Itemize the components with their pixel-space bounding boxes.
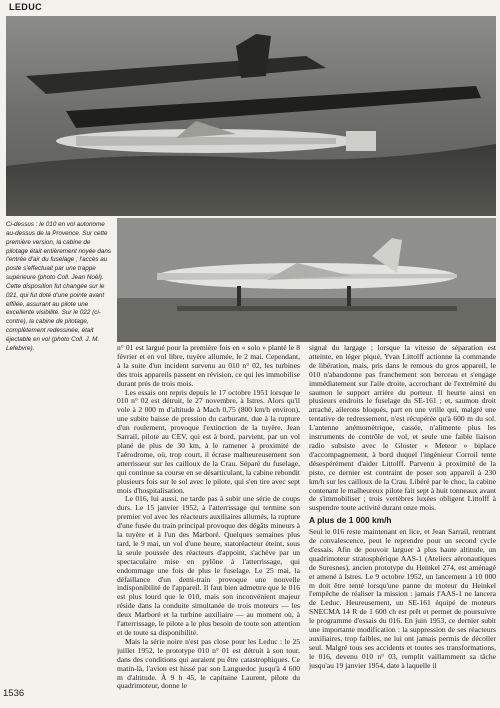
- paragraph: signal du largage ; lorsque la vitesse de séparation est atteinte, en léger piqué, Yvan Littolff actionne la commande de libération, mais, pris dans le remous du gros appareil, le 010 n'abandonne pas franchement son berceau et s'engage immédiatement sur l'aile droite, accrochant de l'extrémité du saumon le support arrière du porteur. Il heurte ainsi en plusieurs endroits le fuselage du SE-161 ; et, saumon droit arraché, ailerons bloqués, part en une vrille qui, malgré une tentative de redressement, n'est récupérée qu'à 600 m du sol. L'antenne anémométrique, cassée, n'alimente plus les instruments de contrôle de vol, et seule une faible liaison radio subsiste avec le Gloster « Meteor » biplace d'accompagnement, à bord duquel l'ingénieur Corroil tente désespérément d'aider Littolff. Parvenu à proximité de la piste, ce dernier est contraint de poser son appareil à 230 km/h sur les cailloux de la Crau. Libéré par le choc, la cabine contenant le malheureux pilote fait sept à huit tonneaux avant de s'immobiliser ; trois vertèbres luxées obligent Littolff à suspendre toute activité durant onze mois.: [309, 344, 496, 513]
- text-column-left: [117, 344, 300, 696]
- paragraph: Seul le 016 reste maintenant en lice, et Jean Sarrail, rentrant de convalescence, peut le reprendre pour un second cycle d'essais. Afin de pouvoir larguer à plus haute altitude, un quadrimoteur stratosphérique AAS-1 (Ateliers aéronautiques de Suresnes), ancien prototype du Heinkel 274, est aménagé et amené à Istres. Le 9 octobre 1952, un lancement à 10 000 m doit être tenté lorsqu'une panne du moteur du Heinkel l'empêche de réaliser la mission : jamais l'AAS-1 ne lancera de Leduc. Heureusement, un SE-161 équipé de moteurs SNECMA 14 R de 1 600 ch est prêt et permet de poursuivre le programme d'essais du 016. En juin 1953, ce dernier subit une importante modification : la suppression de ses réacteurs auxiliaires, trop faibles, ne lui ont jamais permis de décoller seul. Malgré tous ses accidents et toutes ses transformations, le 016, devenu 010 n° 03, remplit vaillamment sa tâche jusqu'au 19 janvier 1954, date à laquelle il: [309, 527, 496, 670]
- paragraph: n° 01 est largué pour la première fois en « solo » planté le 8 février et en vol libre, tuyère allumée, le 2 mai. Cependant, à la suite d'un incident survenu au 010 n° 02, les turbines des trois appareils passent en révision, ce qui les immobilise durant près de trois mois.: [117, 344, 300, 388]
- paragraph: Le 016, lui aussi, ne tarde pas à subir une série de coups durs. Le 15 janvier 1952, à l'atterrissage qui termine son premier vol avec les réacteurs auxiliaires allumés, la rupture d'une fusée du train principal provoque des dégâts mineurs à la tuyère et à l'un des Marboré. Quelques semaines plus tard, le 9 mai, un vol d'une heure, statoréacteur éteint, sous la seule poussée des réacteurs d'appoint, s'achève par un spectaculaire mise en pylône à l'atterrissage, qui endommage une fois de plus le fuselage. Le 25 mai, la défaillance d'un demi-train provoque une nouvelle indisponibilité de l'appareil. Il faut bien admettre que le 016 est plus lourd que le 010, mais son inconvénient majeur réside dans la conduite simultanée de trois moteurs — les deux Marboré et la turbine auxiliaire — au moment où, à l'atterrissage, le pilote a le plus besoin de toute son attention et de toute sa disponibilité.: [117, 494, 300, 637]
- paragraph: Les essais ont repris depuis le 17 octobre 1951 lorsque le 010 n° 02 est détruit, le 27 novembre, à Istres. Alors qu'il vole à 2 000 m d'altitude à Mach 0,75 (800 km/h environ), une subite baisse de pression du carburant, due à la rupture d'un roulement, provoque l'extinction de la tuyère. Jean Sarrail, pilote au CEV, qui est à bord, parvient, par un vol plané de plus de 30 km, à le ramener à proximité de l'aérodrome, où, trop court, il écrase malheureusement son atterrisseur sur les cailloux de la Crau. Séparé du fuselage, qui continue sa course en se désarticulant, la cabine rebondit plusieurs fois sur le sol avec le pilote, qui s'en tire avec sept mois d'hospitalisation.: [117, 387, 300, 495]
- caption-text: Ci-dessus : le 010 en vol autonome au-dessus de la Provence. Sur cette première version, la cabine de pilotage était entièrement noyée dans l'entrée d'air du fuselage ; l'accès au poste s'effectuait par une trappe supérieure (photo Coll. Jean Noël). Cette disposition fut changée sur le 021, qui fut doté d'une pointe avant effilée, assurant au pilote une excellente visibilité. Sur le 022 (ci-contre), la cabine de pilotage, complètement redessinée, était éjectable en vol (photo Coll. J. M. Lefebvre).: [6, 221, 112, 352]
- paragraph: Mais la série noire n'est pas close pour les Leduc : le 25 juillet 1952, le prototype 010 n° 01 est détruit à son tour, dans des conditions qui auraient pu être catastrophiques. Ce matin-là, l'avion est hissé par son Languedoc jusqu'à 4 600 m d'altitude. À 9 h 45, le capitaine Laurent, pilote du quadrimoteur, donne le: [117, 636, 300, 691]
- text-column-right: [309, 344, 496, 696]
- page-number: 1536: [3, 688, 25, 699]
- photo-caption: [6, 221, 112, 354]
- section-heading: A plus de 1 000 km/h: [309, 515, 392, 526]
- running-header: LEDUC: [9, 2, 42, 12]
- photo-leduc-in-flight: [6, 16, 496, 216]
- photo-leduc-022-on-ground: [117, 218, 496, 342]
